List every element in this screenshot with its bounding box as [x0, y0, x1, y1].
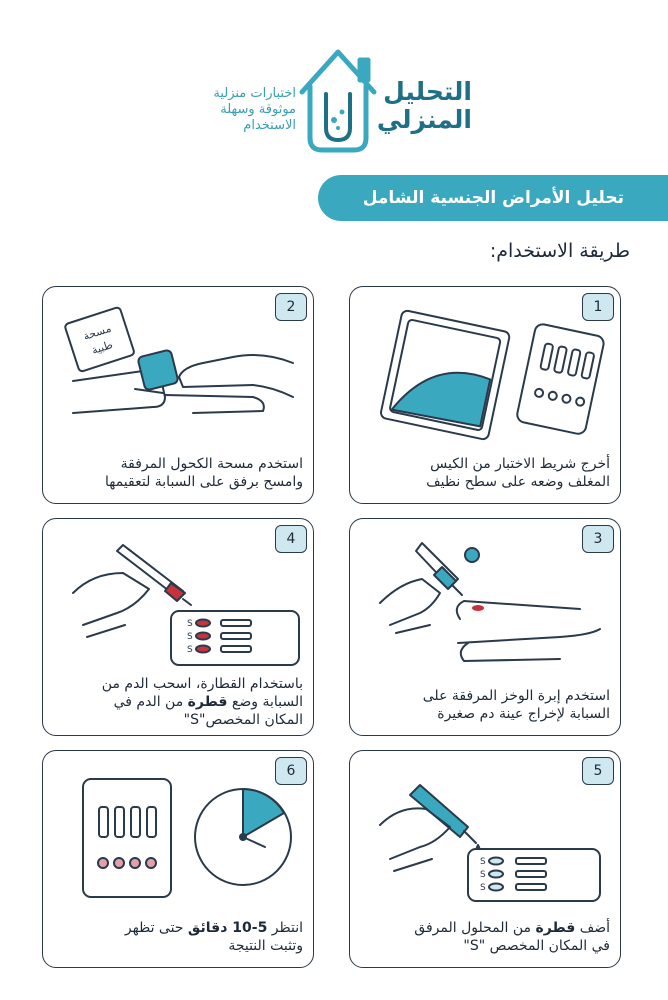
caption-bold: قطرة: [535, 920, 576, 936]
usage-heading: طريقة الاستخدام:: [489, 240, 630, 262]
step-number: 5: [582, 757, 614, 785]
caption-line-1: استخدم مسحة الكحول المرفقة: [120, 456, 303, 472]
caption-bold: 5-10 دقائق: [187, 920, 268, 936]
test-cassette-icon: [83, 779, 171, 897]
right-hand-icon: [165, 355, 293, 413]
well-label: S: [187, 645, 193, 655]
caption-line-2: وامسح برفق على السبابة لتعقيمها: [104, 474, 303, 490]
step-number: 6: [275, 757, 307, 785]
caption-line-1: [51, 919, 303, 937]
caption-text: من المحلول المرفق: [414, 920, 536, 936]
house-flask-icon: [302, 52, 374, 150]
caption-text: انتظر: [267, 920, 303, 936]
step-card-4: [42, 518, 314, 736]
step-caption: [51, 455, 303, 491]
caption-line-2: وتثبت النتيجة: [228, 938, 303, 954]
brand-title-line1: التحليل: [383, 77, 472, 106]
caption-line-1: باستخدام القطارة، اسحب الدم من: [101, 676, 303, 692]
caption-bold: قطرة: [187, 694, 228, 710]
finger-icon: [457, 601, 600, 661]
clock-icon: [195, 789, 291, 885]
caption-line-2: في المكان المخصص "S": [463, 938, 610, 954]
caption-line-1: أخرج شريط الاختبار من الكيس: [430, 456, 610, 472]
step-number: 2: [275, 293, 307, 321]
step-number: 1: [582, 293, 614, 321]
dropper-blood-illustration: [53, 533, 303, 673]
test-pouch-illustration: [360, 301, 610, 441]
step-caption: [358, 687, 610, 723]
step-number: 3: [582, 525, 614, 553]
step-caption: [358, 919, 610, 955]
step-card-2: [42, 286, 314, 504]
solution-bottle-icon: [410, 785, 480, 855]
swab-label-2: طبية: [90, 338, 115, 357]
hand-holding-lancet-icon: [380, 579, 440, 633]
brand-tagline: [178, 86, 296, 134]
sealed-pouch-icon: [380, 310, 510, 440]
step-card-6: [42, 750, 314, 968]
caption-line-2: المغلف وضعه على سطح نظيف: [426, 474, 610, 490]
swab-packet-icon: [64, 307, 135, 372]
well-label: S: [480, 857, 486, 867]
brand-tagline-line1: اختبارات منزلية: [213, 86, 296, 101]
title-banner: تحليل الأمراض الجنسية الشامل: [318, 175, 668, 221]
well-label: S: [187, 619, 193, 629]
hand-holding-dropper-icon: [73, 573, 149, 637]
step-caption: [51, 675, 303, 729]
test-cassette-icon: [171, 611, 299, 665]
caption-line-1: [358, 919, 610, 937]
test-cassette-icon: [516, 323, 605, 435]
caption-text: أضف: [575, 920, 610, 936]
test-cassette-icon: [468, 849, 600, 901]
brand-title-line2: المنزلي: [376, 105, 472, 134]
well-label: S: [480, 870, 486, 880]
brand-title: [372, 78, 472, 134]
well-label: S: [187, 632, 193, 642]
caption-line-3: المكان المخصص"S": [183, 712, 303, 728]
caption-text: السبابة وضع: [227, 694, 303, 710]
step-card-3: [349, 518, 621, 736]
well-label: S: [480, 883, 486, 893]
caption-text: من الدم في: [113, 694, 188, 710]
brand-tagline-line2: موثوقة وسهلة: [220, 102, 296, 117]
step-caption: [51, 919, 303, 955]
caption-line-2: السبابة لإخراج عينة دم صغيرة: [437, 706, 610, 722]
alcohol-swab-illustration: [53, 301, 303, 441]
solution-drop-illustration: [360, 765, 610, 905]
wait-timer-illustration: [53, 765, 303, 905]
caption-line-2: [51, 693, 303, 711]
step-card-1: [349, 286, 621, 504]
step-caption: [358, 455, 610, 491]
lancet-prick-illustration: [360, 533, 610, 673]
step-number: 4: [275, 525, 307, 553]
lancet-icon: [416, 543, 479, 595]
swab-label-1: مسحة: [81, 321, 113, 343]
caption-line-1: استخدم إبرة الوخز المرفقة على: [422, 688, 610, 704]
caption-text: حتى تظهر: [124, 920, 188, 936]
brand-tagline-line3: الاستخدام: [243, 118, 296, 133]
step-card-5: [349, 750, 621, 968]
